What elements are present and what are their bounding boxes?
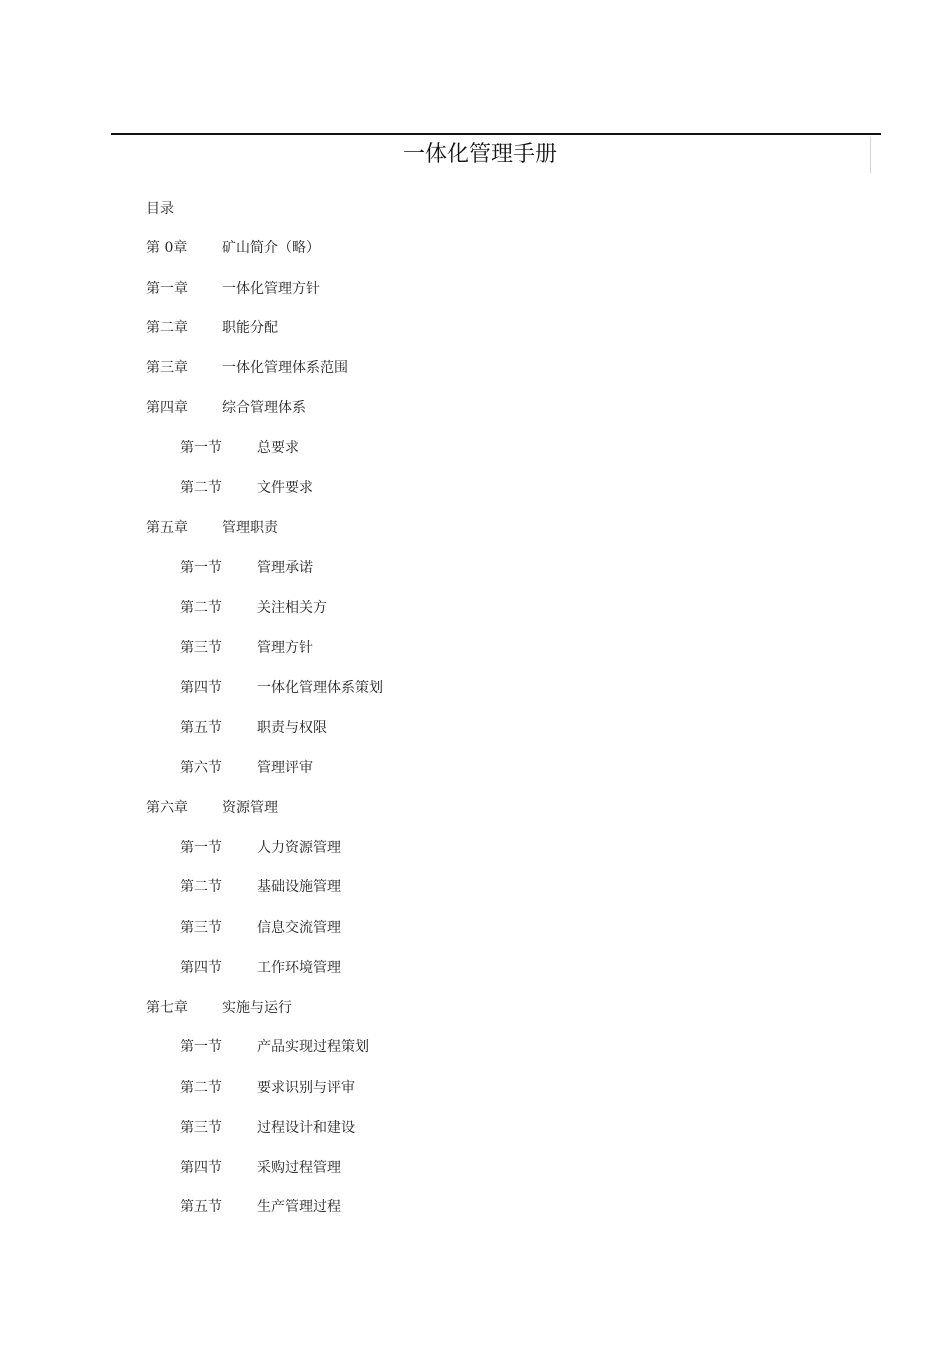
- toc-entry-number: 第二节: [180, 600, 222, 616]
- toc-entry-title: 产品实现过程策划: [257, 1039, 369, 1055]
- toc-section-entry: [180, 918, 341, 938]
- toc-section-entry: [180, 1037, 369, 1057]
- toc-section-entry: [180, 758, 313, 778]
- toc-entry-title: 基础设施管理: [257, 879, 341, 895]
- toc-entry-title: 工作环境管理: [257, 960, 341, 976]
- toc-entry-number: 第三章: [146, 360, 188, 376]
- toc-entry-title: 生产管理过程: [257, 1199, 341, 1215]
- toc-entry-title: 一体化管理体系策划: [257, 680, 383, 696]
- toc-entry-title: 总要求: [257, 440, 299, 456]
- header-rule: [111, 133, 881, 135]
- toc-section-entry: [180, 718, 327, 738]
- toc-entry-title: 人力资源管理: [257, 840, 341, 856]
- toc-entry-number: 第五章: [146, 520, 188, 536]
- toc-entry-number: 第七章: [146, 1000, 188, 1016]
- toc-section-entry: [180, 598, 327, 618]
- toc-entry-number: 第一节: [180, 560, 222, 576]
- toc-chapter-entry: [146, 398, 306, 418]
- toc-entry-title: 过程设计和建设: [257, 1120, 355, 1136]
- toc-entry-number: 第一节: [180, 440, 222, 456]
- toc-chapter-entry: [146, 358, 348, 378]
- toc-section-entry: [180, 1197, 341, 1217]
- toc-entry-number: 第四节: [180, 680, 222, 696]
- toc-entry-number: 第四节: [180, 1160, 222, 1176]
- toc-section-entry: [180, 478, 313, 498]
- toc-entry-number: 第一章: [146, 281, 188, 297]
- toc-entry-number: 第二节: [180, 480, 222, 496]
- toc-entry-number: 第三节: [180, 920, 222, 936]
- toc-section-entry: [180, 438, 299, 458]
- toc-heading: 目录: [146, 201, 174, 217]
- toc-chapter-entry: [146, 798, 278, 818]
- toc-section-entry: [180, 1078, 355, 1098]
- toc-entry-number: 第二章: [146, 320, 188, 336]
- toc-entry-title: 信息交流管理: [257, 920, 341, 936]
- toc-entry-number: 第三节: [180, 1120, 222, 1136]
- toc-section-entry: [180, 1158, 341, 1178]
- toc-chapter-entry: [146, 279, 320, 299]
- toc-entry-title: 职责与权限: [257, 720, 327, 736]
- toc-entry-number: 第四章: [146, 400, 188, 416]
- toc-chapter-entry: [146, 318, 278, 338]
- toc-entry-number: 第一节: [180, 1039, 222, 1055]
- toc-section-entry: [180, 1118, 355, 1138]
- toc-entry-number: 第一节: [180, 840, 222, 856]
- toc-section-entry: [180, 678, 383, 698]
- toc-entry-title: 管理方针: [257, 640, 313, 656]
- toc-chapter-entry: [146, 238, 320, 258]
- toc-entry-number: 第五节: [180, 720, 222, 736]
- toc-entry-title: 文件要求: [257, 480, 313, 496]
- toc-entry-number: 第六章: [146, 800, 188, 816]
- toc-entry-title: 矿山简介（略）: [222, 240, 320, 256]
- toc-entry-title: 管理承诺: [257, 560, 313, 576]
- toc-entry-number: 第三节: [180, 640, 222, 656]
- toc-entry-title: 管理评审: [257, 760, 313, 776]
- toc-entry-title: 资源管理: [222, 800, 278, 816]
- document-title: 一体化管理手册: [402, 142, 557, 167]
- toc-entry-number: 第二节: [180, 879, 222, 895]
- toc-entry-title: 实施与运行: [222, 1000, 292, 1016]
- toc-entry-title: 管理职责: [222, 520, 278, 536]
- toc-entry-number: 第五节: [180, 1199, 222, 1215]
- toc-entry-number: 第四节: [180, 960, 222, 976]
- toc-entry-title: 要求识别与评审: [257, 1080, 355, 1096]
- toc-section-entry: [180, 558, 313, 578]
- toc-entry-number: 第六节: [180, 760, 222, 776]
- toc-entry-title: 关注相关方: [257, 600, 327, 616]
- toc-entry-title: 采购过程管理: [257, 1160, 341, 1176]
- toc-chapter-entry: [146, 998, 292, 1018]
- toc-entry-title: 一体化管理方针: [222, 281, 320, 297]
- toc-entry-title: 一体化管理体系范围: [222, 360, 348, 376]
- toc-section-entry: [180, 877, 341, 897]
- toc-entry-number: 第二节: [180, 1080, 222, 1096]
- toc-chapter-entry: [146, 518, 278, 538]
- toc-section-entry: [180, 638, 313, 658]
- toc-entry-title: 综合管理体系: [222, 400, 306, 416]
- toc-entry-number: 第 0章: [146, 240, 188, 256]
- toc-section-entry: [180, 838, 341, 858]
- toc-section-entry: [180, 958, 341, 978]
- toc-entry-title: 职能分配: [222, 320, 278, 336]
